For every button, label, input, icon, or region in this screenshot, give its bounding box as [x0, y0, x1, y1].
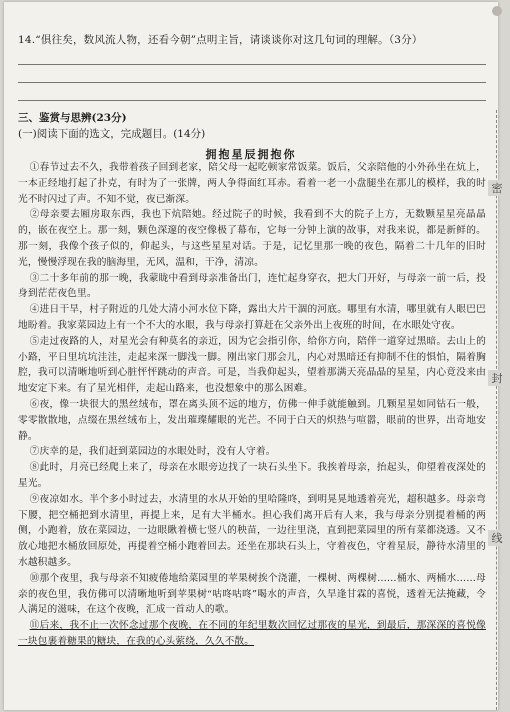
paragraph-1: ①春节过去不久，我带着孩子回到老家，陪父母一起吃顿家常饭菜。饭后，父亲陪他的小外孙坐在炕上，一本正经地打起了扑克，有时为了一张牌，两人争得面红耳赤。看着一老一小盘腿坐在那儿的模样，我的时光不时闪过了声。不知不觉，夜已渐深。 [18, 162, 486, 205]
answer-line [18, 82, 486, 83]
punch-hole [492, 6, 502, 16]
binding-mark-close: 封 [488, 370, 506, 386]
article-body [18, 160, 486, 650]
binding-dashed-line [496, 110, 497, 710]
section-3-title: 三、鉴赏与思辨(23分) [18, 112, 127, 124]
exam-sheet [4, 2, 498, 710]
article-title: 拥抱星辰拥抱你 [205, 148, 297, 161]
paragraph-6: ⑥夜，像一块很大的黑丝绒布，罩在离头顶不远的地方，仿佛一伸手就能触到。几颗星星如同钻石一般，零零散散地，点缀在黑丝绒布上，发出璀璨耀眼的光芒。不同于白天的炽热与喧嚣，眼前的世界，出奇地安静。 [18, 398, 486, 442]
paragraph-11: ⑪后来，我不止一次怀念过那个夜晚，在不同的年纪里数次回忆过那夜的星光，到最后，那深深的喜悦像一块包裹着糖果的糖块，在我的心头萦绕，久久不散。 [18, 620, 486, 647]
paragraph-7: ⑦庆幸的是，我们赶到菜园边的水眼处时，没有人守着。 [29, 446, 276, 458]
binding-mark-seal: 密 [488, 180, 506, 196]
paragraph-3: ③二十多年前的那一晚，我蒙眬中看到母亲准备出门，连忙起身穿衣，把大门开好，与母亲一前一后，投身到茫茫夜色里。 [18, 272, 486, 300]
subsection-title: (一)阅读下面的选文，完成题目。(14分) [18, 128, 206, 140]
paragraph-2: ②母亲要去厢房取东西，我也下炕陪她。经过院子的时候，我看到不大的院子上方，无数颗星星亮晶晶的，嵌在夜空上。那一刻，颗色深邃的夜空像极了幕布，它每一分钟上演的故事，对我来说，都是新鲜的。那一刻，我像个孩子似的，仰起头，与这些星星对话。于是，记忆里那一晚的夜色，隔着二十几年的旧时光，慢慢浮现在我的脑海里，无风，温和，干净，清凉。 [18, 209, 486, 268]
paragraph-10: ⑩那个夜里，我与母亲不知疲倦地给菜园里的苹果树挨个浇灌，一棵树、两棵树……桶水、两桶水……母亲的夜色里，我仿佛可以清晰地听到苹果树“咕咚咕咚”喝水的声音，久旱逢甘霖的喜悦，透着无法掩藏，令人满足的滋味，在这个夜晚，汇成一首动人的歌。 [18, 572, 486, 616]
paragraph-4: ④进日干旱，村子附近的几处大清小河水位下降，露出大片干涸的河底。哪里有水清，哪里就有人眼巴巴地盼着。我家菜园边上有一个不大的水眼，我与母亲打算赶在父亲外出上夜班的时间，在水眼处守夜。 [18, 304, 486, 331]
question-14: 14.“俱往矣，数风流人物，还看今朝”点明主旨，请谈谈你对这几句词的理解。（3分） [18, 34, 423, 46]
binding-mark-line: 线 [488, 530, 506, 546]
answer-line [18, 100, 486, 101]
paragraph-8: ⑧此时，月亮已经爬上来了，母亲在水眼旁边找了一块石头坐下。我挨着母亲，抬起头，仰望着夜深处的星光。 [18, 462, 486, 489]
paragraph-9: ⑨夜凉如水。半个多小时过去，水清里的水从开始的里哈隆咚，到明晃晃地透着亮光，超积越多。母亲弯下腰，把空桶把到水清里，再提上来，足有大半桶水。担心我们离开后有人来，我与母亲分别提着桶的两侧，小跑着，放在菜园边，一边眼瞅着横七竖八的秧苗，一边往里浇，直到把菜园里的所有菜都浇透。又不放心地把水桶放回原处，再提着空桶小跑着回去。还坐在那块石头上，守着夜色，守着星辰，静待水清里的水越积越多。 [18, 493, 486, 568]
binding-margin [486, 110, 508, 710]
answer-line [18, 64, 486, 65]
paragraph-5: ⑤走过夜路的人，对星光会有种莫名的亲近，因为它会指引你，给你方向，陪伴一道穿过黑暗。去山上的小路，平日里坑坑洼洼，走起来深一脚浅一脚。刚出家门那会儿，内心对黑暗还有抑制不住的惧怕，隔着胸腔，我可以清晰地听到心脏怦怦跳动的声音。可是，当我仰起头，望着那满天亮晶晶的星星，内心竟没来由地安定下来。有了星光相伴，走起山路来，也没想象中的那么困难。 [18, 335, 486, 395]
